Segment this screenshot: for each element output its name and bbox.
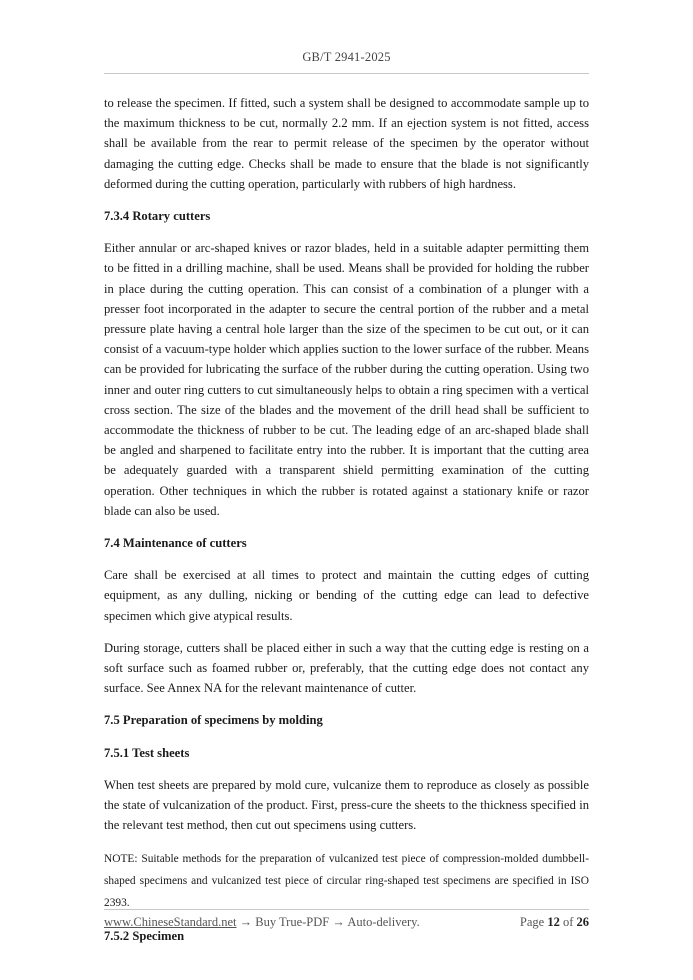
page-content <box>104 93 589 958</box>
section-heading-7-3-4: 7.3.4 Rotary cutters <box>104 209 211 224</box>
page-label: Page <box>519 915 545 929</box>
footer-divider <box>104 909 589 910</box>
body-paragraph: When test sheets are prepared by mold cure, vulcanize them to reproduce as closely as possible the state of vulcanization of the product. First, press-cure the sheets to the thickness specified in the relevant test method, then cut out specimens using cutters. <box>104 777 589 833</box>
document-header: GB/T 2941-2025 <box>302 50 391 64</box>
body-paragraph: Either annular or arc-shaped knives or razor blades, held in a suitable adapter permitting them to be fitted in a drilling machine, shall be used. Means shall be provided for holding the rubber in place during the cutting operation. This can consist of a combination of a plunger with a presser foot incorporated in the adapter to secure the central portion of the rubber and a metal pressure plate having a central hole larger than the size of the specimen to be cut out, or it can consist of a vacuum-type holder which applies suction to the lower surface of the rubber. Means can be provided for lubricating the surface of the rubber during the cutting operation. Using two inner and outer ring cutters to cut simultaneously helps to obtain a ring specimen with a vertical cross section. The size of the blades and the movement of the drill head shall be sufficient to accommodate the thickness of rubber to be cut. The leading edge of an arc-shaped blade shall be angled and sharpened to facilitate entry into the rubber. It is important that the cutting area be adequately guarded with a transparent shield permitting examination of the cutting operation. Other techniques in which the rubber is rotated against a stationary knife or razor blade can also be used. <box>104 241 589 518</box>
site-link[interactable]: www.ChineseStandard.net <box>104 915 237 929</box>
body-paragraph: Care shall be exercised at all times to protect and maintain the cutting edges of cutting equipment, as any dulling, nicking or bending of the cutting edge can lead to defective specimen which give atypical results. <box>104 568 589 623</box>
delivery-text: Auto-delivery. <box>347 915 420 929</box>
page-number: 12 <box>547 915 560 929</box>
section-heading-7-5-1: 7.5.1 Test sheets <box>104 745 190 760</box>
section-heading-7-4: 7.4 Maintenance of cutters <box>104 536 247 551</box>
buy-text: Buy True-PDF <box>255 915 330 929</box>
section-heading-7-5: 7.5 Preparation of specimens by molding <box>104 713 323 728</box>
header-divider <box>104 73 589 74</box>
page-indicator <box>520 915 589 930</box>
footer-promo <box>104 915 420 930</box>
body-paragraph: to release the specimen. If fitted, such a system shall be designed to accommodate sample up to the maximum thickness to be cut, normally 2.2 mm. If an ejection system is not fitted, access shall be available from the rear to permit release of the specimen by the operator without damaging the cutting edge. Checks shall be made to ensure that the blade is not significantly deformed during the cutting operation, particularly with rubbers of high hardness. <box>104 96 589 191</box>
of-label: of <box>562 915 574 929</box>
body-paragraph: During storage, cutters shall be placed either in such a way that the cutting edge is resting on a soft surface such as foamed rubber or, preferably, that the cutting edge does not contact any surface. See Annex NA for the relevant maintenance of cutter. <box>104 640 589 696</box>
arrow-icon: → <box>332 915 345 929</box>
arrow-icon: → <box>239 915 253 929</box>
page-total: 26 <box>576 915 589 929</box>
note-paragraph: NOTE: Suitable methods for the preparation of vulcanized test piece of compression-molded dumbbell-shaped specimens and vulcanized test piece of circular ring-shaped test specimens are specified in ISO 2393. <box>104 852 589 909</box>
section-heading-7-5-2: 7.5.2 Specimen <box>104 928 185 943</box>
page-footer <box>104 915 589 930</box>
